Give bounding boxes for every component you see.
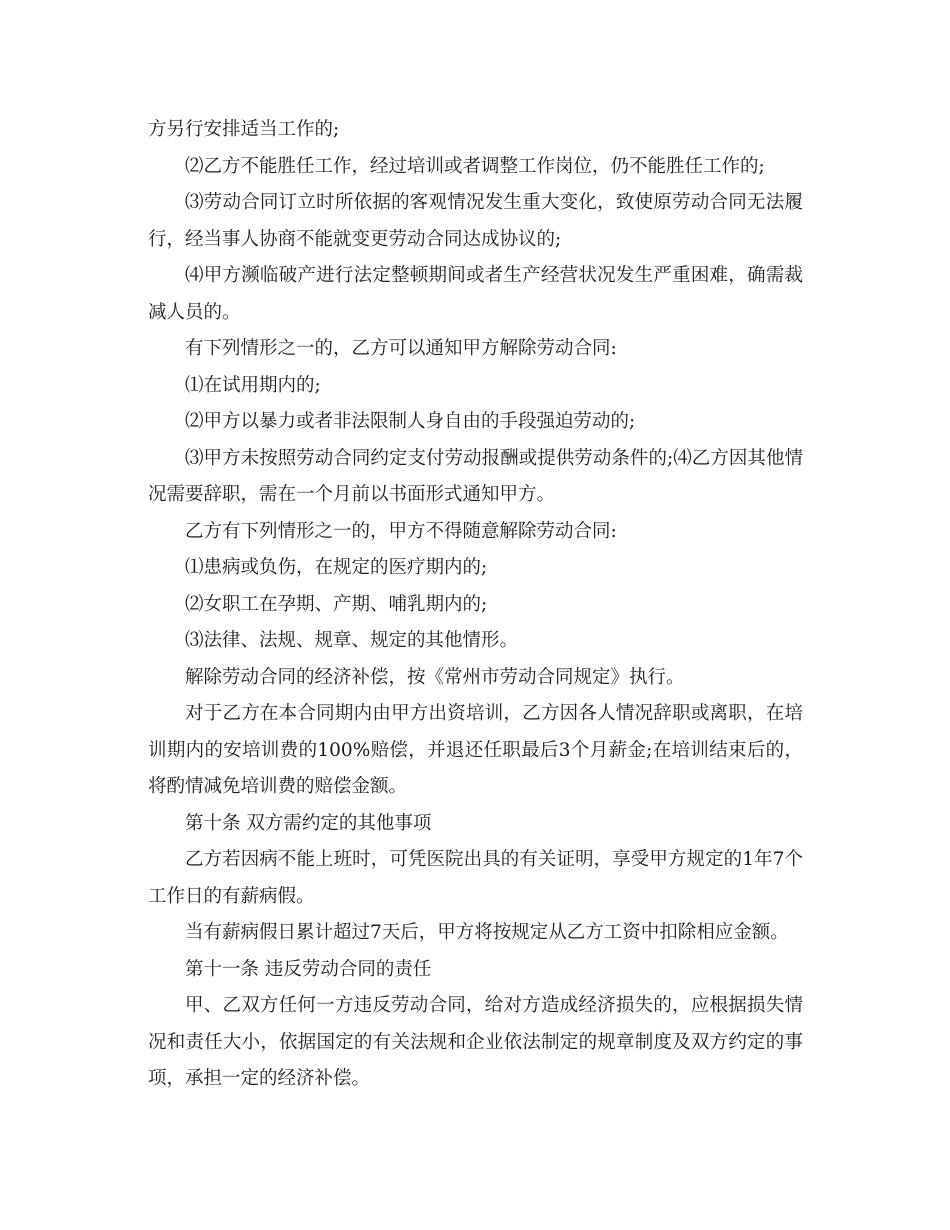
section-heading: 第十条 双方需约定的其他事项 (185, 812, 432, 834)
paragraph: ⑶甲方未按照劳动合同约定支付劳动报酬或提供劳动条件的;⑷乙方因其他情况需要辞职，需在一个月前以书面形式通知甲方。 (148, 447, 803, 505)
paragraph: ⑵女职工在孕期、产期、哺乳期内的; (185, 593, 488, 615)
paragraph: ⑴患病或负伤，在规定的医疗期内的; (185, 557, 488, 578)
paragraph: 解除劳动合同的经济补偿，按《常州市劳动合同规定》执行。 (185, 666, 685, 688)
paragraph: ⑴在试用期内的; (185, 374, 321, 396)
paragraph: ⑵乙方不能胜任工作，经过培训或者调整工作岗位，仍不能胜任工作的; (185, 155, 765, 177)
paragraph: 乙方若因病不能上班时，可凭医院出具的有关证明，享受甲方规定的1年7个工作日的有薪病假。 (148, 849, 803, 907)
paragraph: 当有薪病假日累计超过7天后，甲方将按规定从乙方工资中扣除相应金额。 (185, 922, 789, 943)
paragraph: ⑶法律、法规、规章、规定的其他情形。 (185, 630, 519, 651)
document-body (148, 112, 803, 1098)
paragraph: ⑵甲方以暴力或者非法限制人身自由的手段强迫劳动的; (185, 411, 636, 432)
paragraph: 乙方有下列情形之一的，甲方不得随意解除劳动合同: (185, 520, 617, 542)
paragraph: 有下列情形之一的，乙方可以通知甲方解除劳动合同: (185, 338, 617, 359)
paragraph: 甲、乙双方任何一方违反劳动合同，给对方造成经济损失的，应根据损失情况和责任大小，依据国定的有关法规和企业依法制定的规章制度及双方约定的事项，承担一定的经济补偿。 (148, 995, 803, 1089)
paragraph: 对于乙方在本合同期内由甲方出资培训，乙方因各人情况辞职或离职，在培训期内的安培训费的100%赔偿，并退还任职最后3个月薪金;在培训结束后的，将酌情减免培训费的赔偿金额。 (148, 703, 803, 797)
paragraph: ⑶劳动合同订立时所依据的客观情况发生重大变化，致使原劳动合同无法履行，经当事人协商不能就变更劳动合同达成协议的; (148, 192, 803, 250)
section-heading: 第十一条 违反劳动合同的责任 (185, 958, 432, 980)
paragraph: 方另行安排适当工作的; (148, 119, 340, 140)
paragraph: ⑷甲方濒临破产进行法定整顿期间或者生产经营状况发生严重困难，确需裁减人员的。 (148, 265, 803, 323)
